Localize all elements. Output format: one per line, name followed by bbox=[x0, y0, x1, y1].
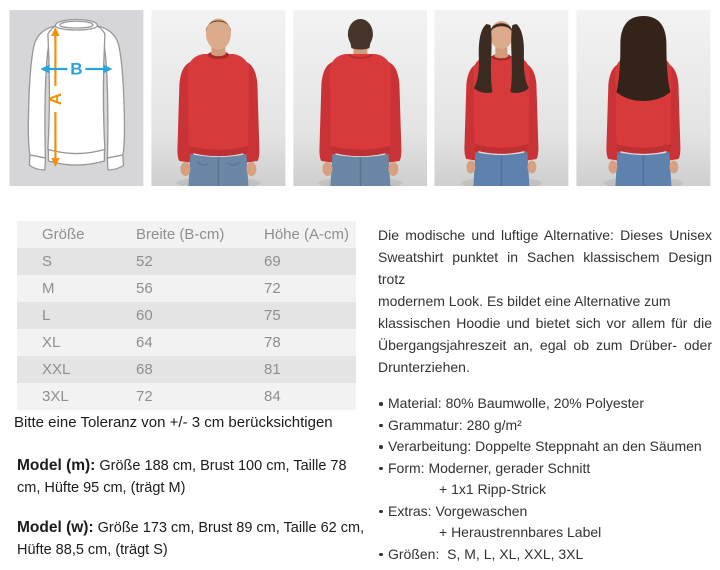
size-cell: L bbox=[42, 307, 51, 324]
model-photo-male-back bbox=[293, 10, 428, 186]
size-table-body bbox=[17, 248, 356, 410]
size-info-column bbox=[14, 221, 369, 561]
bullet-icon bbox=[379, 445, 383, 449]
model-m-text: Größe 188 cm, Brust 100 cm, Taille 78 cm, Hüfte 95 cm, (trägt M) bbox=[17, 458, 347, 496]
hoehe-cell: 72 bbox=[264, 280, 281, 297]
size-cell: XL bbox=[42, 334, 61, 351]
description-line: Übergangsjahreszeit an, egal ob zum Drüber- oder bbox=[378, 337, 712, 353]
size-table-row bbox=[17, 275, 356, 302]
size-table-row bbox=[17, 383, 356, 410]
feature-text: Größen: S, M, L, XL, XXL, 3XL bbox=[388, 545, 584, 562]
description-line: Die modische und luftige Alternative: Dieses Unisex bbox=[378, 227, 712, 243]
feature-text: Grammatur: 280 g/m² bbox=[388, 416, 522, 433]
feature-subline: + 1x1 Ripp-Strick bbox=[439, 481, 546, 497]
tolerance-note: Bitte eine Toleranz von +/- 3 cm berücksichtigen bbox=[14, 414, 333, 431]
model-w-info bbox=[17, 517, 369, 561]
breite-cell: 60 bbox=[136, 307, 153, 324]
size-table-row bbox=[17, 356, 356, 383]
size-table-header-row bbox=[17, 221, 356, 248]
size-table-row bbox=[17, 248, 356, 275]
size-diagram-image bbox=[9, 10, 144, 186]
feature-subline: + Heraustrennbares Label bbox=[439, 524, 602, 540]
description-line: Sweatshirt punktet in Sachen klassischem Design trotz bbox=[378, 249, 712, 287]
hoehe-cell: 84 bbox=[264, 388, 281, 405]
hoehe-cell: 75 bbox=[264, 307, 281, 324]
model-photo-female-front bbox=[434, 10, 569, 186]
measure-label-b: B bbox=[70, 59, 83, 79]
measure-label-a: A bbox=[45, 92, 65, 106]
hoehe-cell: 78 bbox=[264, 334, 281, 351]
feature-item bbox=[378, 393, 712, 415]
size-table-header-groesse: Größe bbox=[42, 226, 85, 243]
feature-item bbox=[378, 544, 712, 566]
model-m-info bbox=[17, 455, 369, 499]
breite-cell: 64 bbox=[136, 334, 153, 351]
product-image-gallery bbox=[9, 10, 711, 186]
feature-item bbox=[378, 436, 712, 458]
model-m-label: Model (m): bbox=[17, 457, 96, 474]
female-back-figure bbox=[576, 10, 711, 186]
breite-cell: 72 bbox=[136, 388, 153, 405]
breite-cell: 56 bbox=[136, 280, 153, 297]
size-cell: 3XL bbox=[42, 388, 69, 405]
bullet-icon bbox=[379, 424, 383, 428]
bullet-icon bbox=[379, 467, 383, 471]
feature-text: Extras: Vorgewaschen bbox=[388, 502, 528, 519]
hoehe-cell: 69 bbox=[264, 253, 281, 270]
model-photo-male-front bbox=[151, 10, 286, 186]
size-cell: M bbox=[42, 280, 55, 297]
feature-text: Form: Moderner, gerader Schnitt bbox=[388, 459, 591, 476]
feature-item bbox=[378, 458, 712, 501]
breite-cell: 68 bbox=[136, 361, 153, 378]
feature-item bbox=[378, 415, 712, 437]
bullet-icon bbox=[379, 510, 383, 514]
product-description bbox=[378, 224, 712, 378]
hoehe-cell: 81 bbox=[264, 361, 281, 378]
description-line: Drunterziehen. bbox=[378, 359, 470, 375]
description-line: modernem Look. Es bildet eine Alternative zum bbox=[378, 293, 671, 309]
sweatshirt-outline bbox=[28, 20, 124, 171]
feature-text: Verarbeitung: Doppelte Steppnaht an den Säumen bbox=[388, 438, 702, 454]
description-column bbox=[378, 224, 712, 565]
feature-text: Material: 80% Baumwolle, 20% Polyester bbox=[388, 395, 645, 411]
size-table-header-breite: Breite (B-cm) bbox=[136, 226, 225, 243]
male-back-figure bbox=[293, 10, 428, 186]
model-w-text: Größe 173 cm, Brust 89 cm, Taille 62 cm, Hüfte 88,5 cm, (trägt S) bbox=[17, 520, 365, 558]
size-table-row bbox=[17, 329, 356, 356]
size-diagram-graphic bbox=[9, 10, 144, 186]
male-front-figure bbox=[151, 10, 286, 186]
model-photo-female-back bbox=[576, 10, 711, 186]
size-table-row bbox=[17, 302, 356, 329]
feature-item bbox=[378, 501, 712, 544]
size-cell: XXL bbox=[42, 361, 71, 378]
female-front-figure bbox=[434, 10, 569, 186]
size-table bbox=[17, 221, 356, 410]
description-line: klassischen Hoodie und bietet sich vor allem für die bbox=[378, 315, 712, 331]
feature-list bbox=[378, 393, 712, 565]
bullet-icon bbox=[379, 402, 383, 406]
size-cell: S bbox=[42, 253, 53, 270]
breite-cell: 52 bbox=[136, 253, 153, 270]
model-w-label: Model (w): bbox=[17, 519, 94, 536]
size-table-header-hoehe: Höhe (A-cm) bbox=[264, 226, 350, 243]
bullet-icon bbox=[379, 553, 383, 557]
